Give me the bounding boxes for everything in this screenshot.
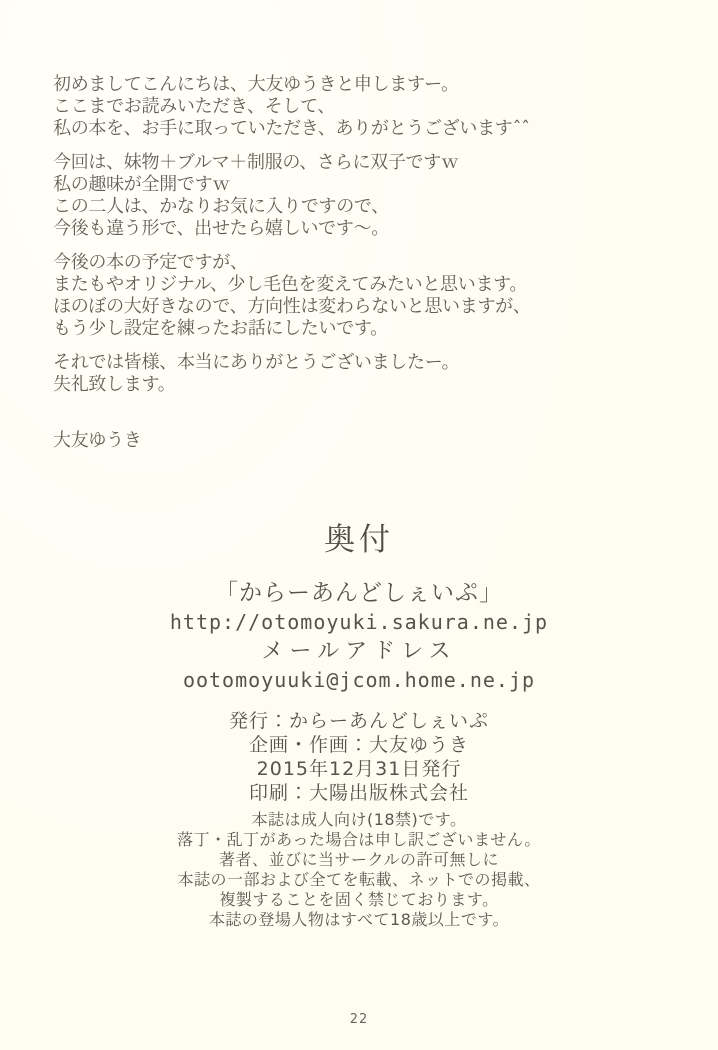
afterword-line: ほのぼの大好きなので、方向性は変わらないと思いますが、 [53,296,531,317]
afterword-line: ここまでお読みいただき、そして、 [53,96,336,117]
colophon-section [0,523,718,930]
afterword-line: 初めましてこんにちは、大友ゆうきと申しますー。 [53,74,459,95]
afterword-paragraph-book-theme [53,152,531,240]
notice-no-permission: 著者、並びに当サークルの許可無しに [218,850,500,870]
colophon-heading: 奥付 [324,522,394,558]
afterword-paragraph-future-plans [53,252,531,340]
publication-info [0,709,718,805]
notice-adult-only: 本誌は成人向け(18禁)です。 [251,810,467,830]
afterword-line: 私の趣味が全開ですｗ [53,174,230,195]
afterword-line: 失礼致します。 [53,374,176,395]
website-url: http://otomoyuki.sakura.ne.jp [169,610,549,635]
afterword-line: またもやオリジナル、少し毛色を変えてみたいと思います。 [53,274,528,295]
afterword-line: 今回は、妹物＋ブルマ＋制服の、さらに双子ですｗ [53,152,459,173]
afterword-section [53,74,531,464]
afterword-paragraph-greeting [53,74,531,140]
email-label: メールアドレス [261,639,457,665]
afterword-line: この二人は、かなりお気に入りですので、 [53,196,389,217]
afterword-line: 今後も違う形で、出せたら嬉しいです～。 [53,218,389,239]
notice-characters-over-18: 本誌の登場人物はすべて18歳以上です。 [208,910,510,930]
page-number: 22 [349,1012,369,1027]
afterword-line: 私の本を、お手に取っていただき、ありがとうございますˆˆ [53,118,530,139]
email-address: ootomoyuuki@jcom.home.ne.jp [182,668,536,693]
notice-no-reproduction: 本誌の一部および全てを転載、ネットでの掲載、 [177,870,541,890]
afterword-line: それでは皆様、本当にありがとうございましたー。 [53,352,460,373]
notice-misprint: 落丁・乱丁があった場合は申し訳ございません。 [177,830,541,850]
planning-art-line: 企画・作画：大友ゆうき [248,734,469,757]
printer-line: 印刷：大陽出版株式会社 [248,782,469,805]
publisher-line: 発行：からーあんどしぇいぷ [228,710,489,733]
author-signature: 大友ゆうき [53,430,142,451]
notice-strictly-forbidden: 複製することを固く禁じております。 [219,890,499,910]
legal-notices [0,810,718,930]
circle-name: 「からーあんどしぇいぷ」 [215,580,503,607]
afterword-paragraph-closing [53,352,531,396]
afterword-line: 今後の本の予定ですが、 [53,252,248,273]
publication-date-line: 2015年12月31日発行 [256,758,462,781]
afterword-line: もう少し設定を練ったお話にしたいです。 [53,318,388,339]
